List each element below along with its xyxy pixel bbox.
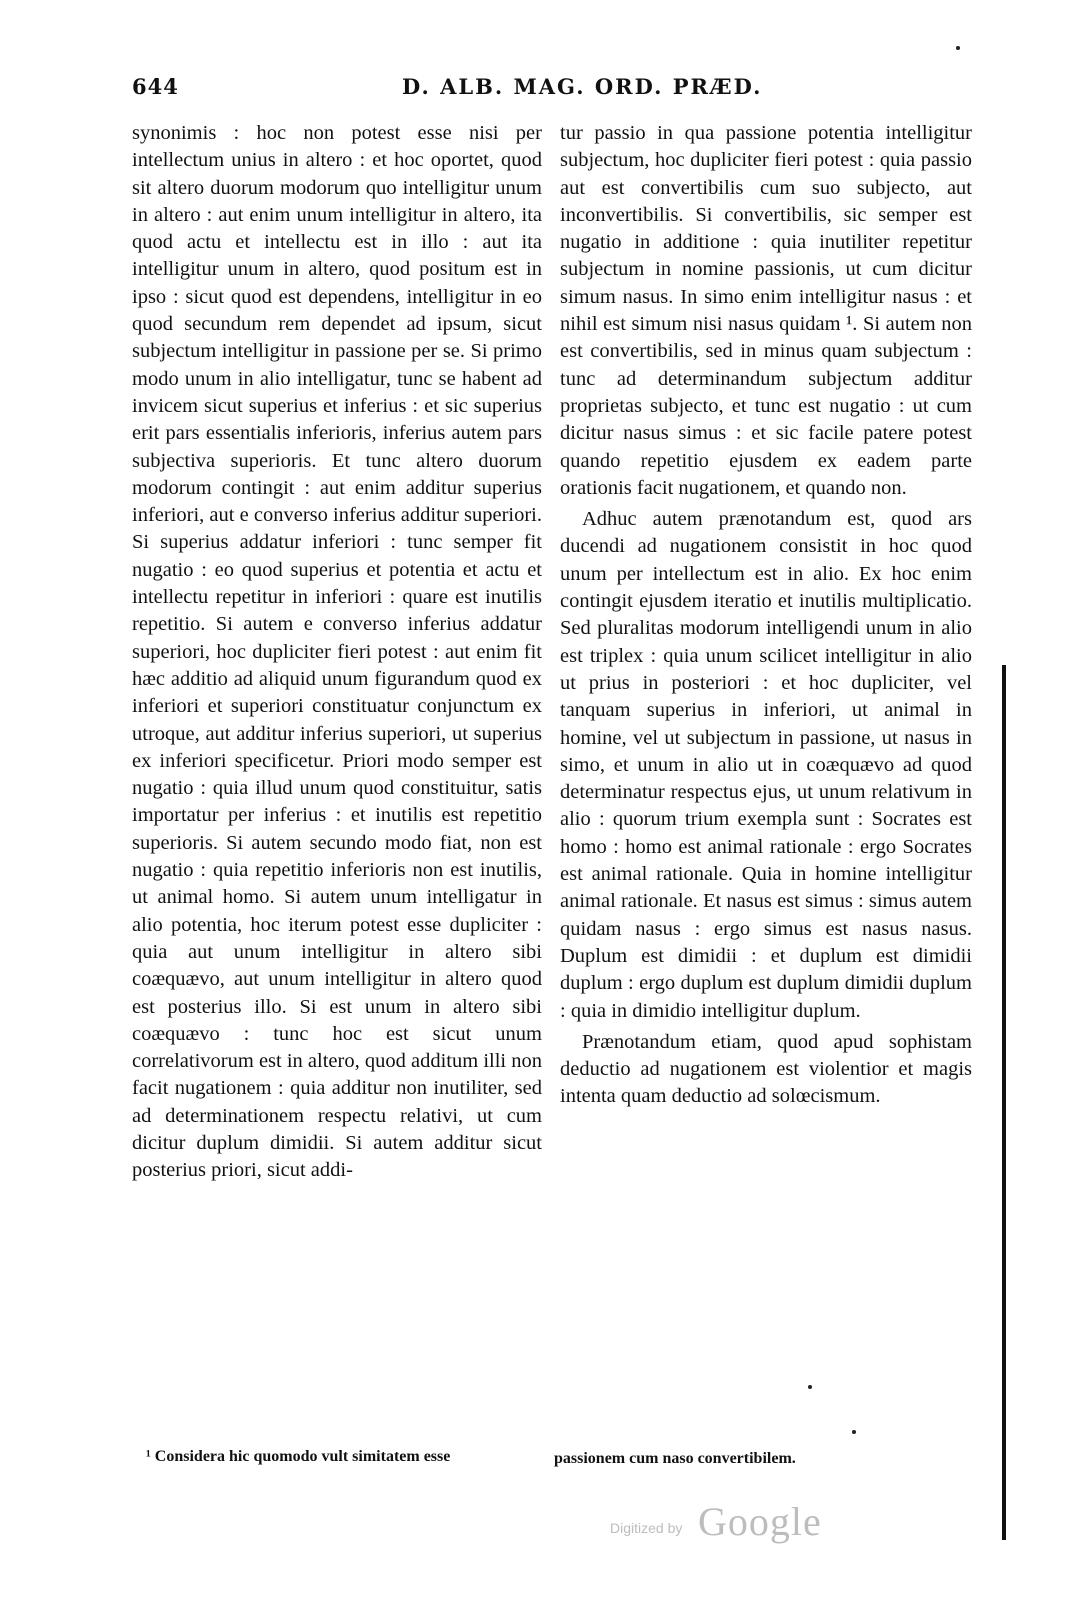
scan-edge-line	[1002, 665, 1006, 1540]
footnote-left: ¹ Considera hic quomodo vult simitatem esse	[146, 1448, 451, 1465]
paragraph: tur passio in qua passione potentia intelligitur subjectum, hoc dupliciter fieri potest : quia passio aut est convertibilis cum suo subjecto, aut inconvertibilis. Si convertibilis, sic semper est nugatio in additione : quia inutiliter repetitur subjectum in nomine passionis, ut cum dicitur simum nasus. In simo enim intelligitur nasus : et nihil est simum nisi nasus quidam ¹. Si autem non est convertibilis, sed in minus quam subjectum : tunc ad determinandum subjectum additur proprietas subjecto, et tunc est nugatio : ut cum dicitur nasus simus : et sic facile patere potest quando repetitio ejusdem ex eadem parte orationis facit nugationem, et quando non.	[560, 122, 972, 499]
paragraph: Prænotandum etiam, quod apud sophistam deductio ad nugationem est violentior et magis intenta quam deductio ad solœcismum.	[560, 1030, 972, 1108]
footnote	[132, 1448, 978, 1478]
page-header	[132, 74, 978, 114]
page-number: 644	[132, 74, 179, 99]
digitization-watermark	[610, 1498, 870, 1548]
scan-speck	[956, 46, 960, 50]
scan-speck	[852, 1430, 856, 1434]
paragraph: Adhuc autem prænotandum est, quod ars ducendi ad nugationem consistit in hoc quod unum per intellectum est in alio. Ex hoc enim contingit ejusdem iteratio et inutilis multiplicatio. Sed pluralitas modorum intelligendi unum in alio est triplex : quia unum scilicet intelligitur in alio ut prius in posteriori : et hoc dupliciter, vel tanquam superius in inferiori, ut animal in homine, vel ut subjectum in passione, ut nasus in simo, et unum in alio ut in coæquævo ad quod determinatur respectus ejus, ut unum relativum in alio : quorum trium exempla sunt : Socrates est homo : homo est animal rationale : ergo Socrates est animal rationale. Quia in homine intelligitur animal rationale. Et nasus est simus : simus autem quidam nasus : ergo simus est nasus nasus. Duplum est dimidii : et duplum est dimidii duplum : ergo duplum est duplum dimidii duplum : quia in dimidio intelligitur duplum.	[560, 508, 972, 1022]
running-head: D. ALB. MAG. ORD. PRÆD.	[402, 74, 763, 99]
right-column	[560, 120, 972, 1111]
watermark-small-text: Digitized by	[610, 1520, 683, 1536]
scan-speck	[808, 1385, 812, 1389]
paragraph: synonimis : hoc non potest esse nisi per intellectum unius in altero : et hoc oportet, quod sit altero duorum modorum quo intelligitur unum in altero : aut enim unum intelligitur in altero, ita quod actu et intellectu est in illo : aut ita intelligitur unum in altero, quod positum est in ipso : sicut quod est dependens, intelligitur in eo quod secundum rem dependet ad ipsum, sicut subjectum intelligitur in passione per se. Si primo modo unum in alio intelligatur, tunc se habent ad invicem sicut superius et inferius : et sic superius erit pars essentialis inferioris, inferius autem pars subjectiva superioris. Et tunc altero duorum modorum contingit : aut enim additur superius inferiori, aut e converso inferius additur superiori. Si superius addatur inferiori : tunc semper fit nugatio : eo quod superius et potentia et actu et intellectu repetitur in inferiori : quare est inutilis repetitio. Si autem e converso inferius addatur superiori, hoc dupliciter fieri potest : aut enim fit hæc additio ad aliquid unum figurandum quod ex inferiori et superiori constituatur conjunctum ex utroque, aut additur inferius superiori, ut superius ex inferiori specificetur. Priori modo semper est nugatio : quia illud unum quod constituitur, satis importatur per inferius : et inutilis est repetitio superioris. Si autem secundo modo fiat, non est nugatio : quia repetitio inferioris non est inutilis, ut animal homo. Si autem unum intelligatur in alio potentia, hoc iterum potest esse dupliciter : quia aut unum intelligitur in altero sibi coæquævo, aut unum intelligitur in altero quod est posterius illo. Si est unum in altero sibi coæquævo : tunc hoc est sicut unum correlativorum est in altero, quod additum illi non facit nugationem : quia additur non inutiliter, sed ad determinationem respectu relativi, ut cum dicitur duplum dimidii. Si autem additur sicut posterius priori, sicut addi-	[132, 122, 542, 1182]
watermark-logo-text: Google	[698, 1499, 822, 1544]
footnote-right: passionem cum naso convertibilem.	[554, 1450, 796, 1467]
left-column	[132, 120, 542, 1185]
